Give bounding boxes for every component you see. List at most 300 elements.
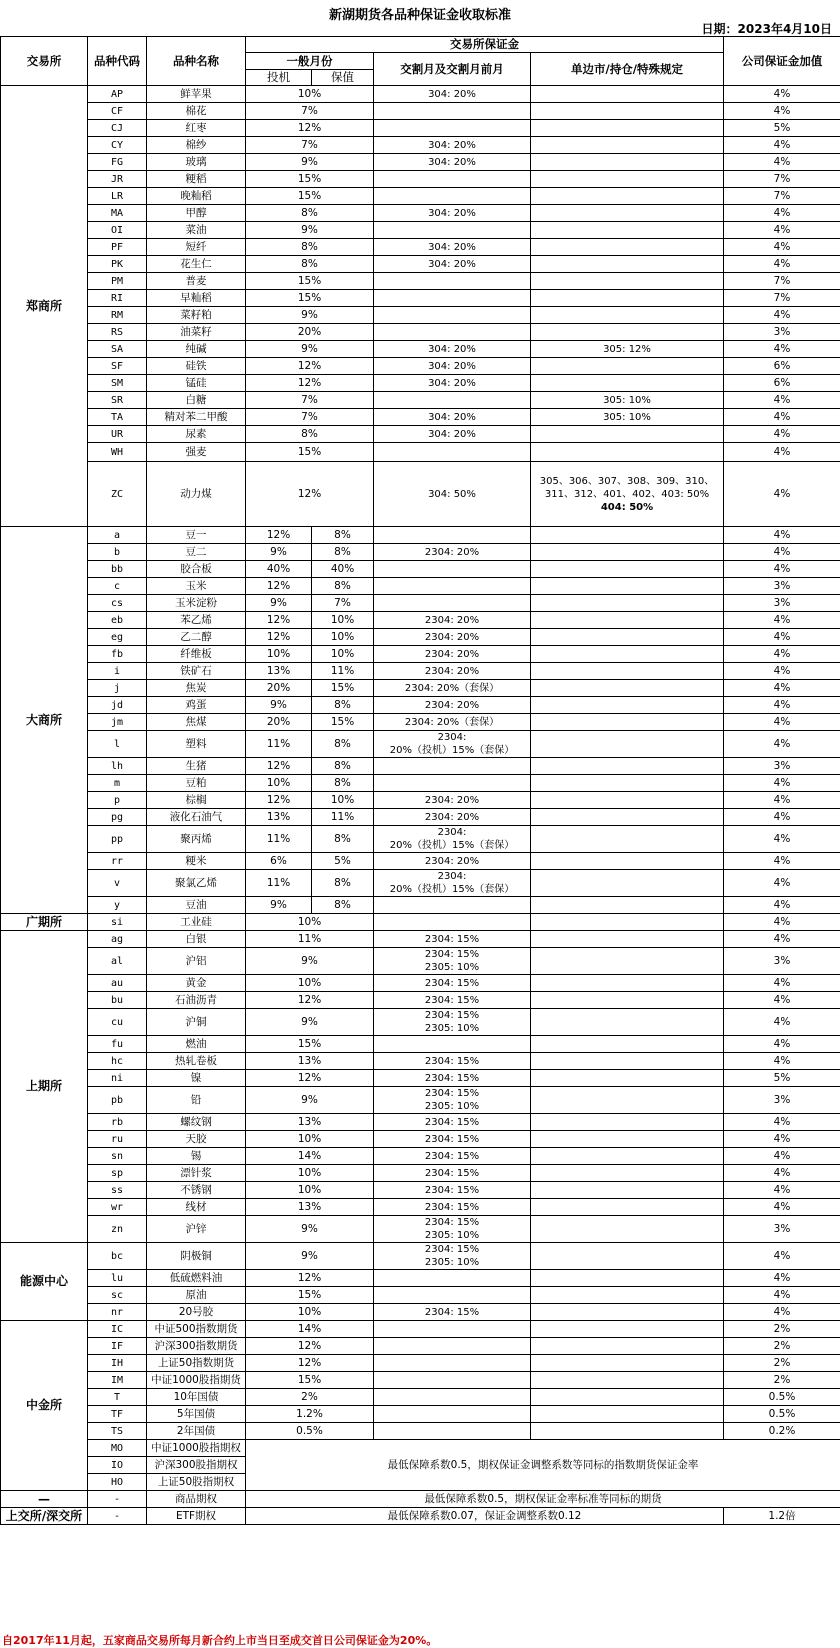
spec-margin: 15% xyxy=(246,273,374,290)
product-code: l xyxy=(88,731,147,758)
product-code: PK xyxy=(88,256,147,273)
hedge-margin: 8% xyxy=(312,731,374,758)
delivery-margin xyxy=(374,103,531,120)
cell-line: 2304: xyxy=(438,732,467,743)
special-rule xyxy=(531,307,724,324)
spec-margin: 9% xyxy=(246,1087,374,1114)
product-code: PM xyxy=(88,273,147,290)
product-name: 玻璃 xyxy=(147,154,246,171)
cell-line: 2304: 15% xyxy=(425,995,479,1006)
special-rule xyxy=(531,629,724,646)
delivery-margin xyxy=(374,578,531,595)
delivery-margin xyxy=(374,205,531,222)
product-code: TS xyxy=(88,1423,147,1440)
special-rule xyxy=(531,1182,724,1199)
delivery-margin xyxy=(374,188,531,205)
table-row xyxy=(1,975,840,992)
spec-margin: 9% xyxy=(246,948,374,975)
company-add: 4% xyxy=(724,239,840,256)
cell-line: 2305: 10% xyxy=(425,1257,479,1268)
table-row xyxy=(1,86,840,103)
table-row xyxy=(1,1148,840,1165)
company-add: 4% xyxy=(724,1182,840,1199)
special-rule xyxy=(531,273,724,290)
hedge-margin: 10% xyxy=(312,612,374,629)
delivery-margin xyxy=(374,1053,531,1070)
delivery-margin xyxy=(374,826,531,853)
exchange-cell: 上期所 xyxy=(1,931,88,1243)
cell-line: 304: 20% xyxy=(428,378,476,389)
cell-line: 2305: 10% xyxy=(425,962,479,973)
special-rule xyxy=(531,1372,724,1389)
delivery-margin xyxy=(374,914,531,931)
table-row xyxy=(1,663,840,680)
cell-line: 2304: 15% xyxy=(425,1244,479,1255)
cell-line: 304: 20% xyxy=(428,242,476,253)
product-code: al xyxy=(88,948,147,975)
delivery-margin xyxy=(374,1270,531,1287)
cell-line: 2304: 15% xyxy=(425,1168,479,1179)
spec-margin: 13% xyxy=(246,663,312,680)
product-code: FG xyxy=(88,154,147,171)
company-add: 4% xyxy=(724,1304,840,1321)
product-code: HO xyxy=(88,1474,147,1491)
product-code: ni xyxy=(88,1070,147,1087)
spec-margin: 7% xyxy=(246,137,374,154)
product-code: cu xyxy=(88,1009,147,1036)
table-row xyxy=(1,775,840,792)
special-rule xyxy=(531,714,724,731)
company-add: 4% xyxy=(724,809,840,826)
delivery-margin xyxy=(374,154,531,171)
special-rule xyxy=(531,1270,724,1287)
spec-margin: 15% xyxy=(246,290,374,307)
special-rule xyxy=(531,239,724,256)
delivery-margin xyxy=(374,462,531,527)
table-row xyxy=(1,1182,840,1199)
delivery-margin xyxy=(374,1287,531,1304)
delivery-margin xyxy=(374,443,531,462)
company-add: 4% xyxy=(724,341,840,358)
table-row xyxy=(1,697,840,714)
spec-margin: 12% xyxy=(246,1070,374,1087)
hedge-margin: 5% xyxy=(312,853,374,870)
table-row xyxy=(1,544,840,561)
special-rule xyxy=(531,188,724,205)
product-name: 白银 xyxy=(147,931,246,948)
delivery-margin xyxy=(374,290,531,307)
margin-note: 最低保障系数0.07，保证金调整系数0.12 xyxy=(246,1508,724,1525)
product-code: au xyxy=(88,975,147,992)
product-code: sc xyxy=(88,1287,147,1304)
delivery-margin xyxy=(374,931,531,948)
special-rule xyxy=(531,975,724,992)
product-name: 阴极铜 xyxy=(147,1243,246,1270)
product-name: 苯乙烯 xyxy=(147,612,246,629)
table-row xyxy=(1,239,840,256)
product-name: 乙二醇 xyxy=(147,629,246,646)
product-code: jm xyxy=(88,714,147,731)
delivery-margin xyxy=(374,595,531,612)
special-rule xyxy=(531,853,724,870)
margin-note: 最低保障系数0.5，期权保证金率标准等同标的期货 xyxy=(246,1491,840,1508)
hedge-margin: 8% xyxy=(312,897,374,914)
spec-margin: 8% xyxy=(246,239,374,256)
exchange-cell: 上交所/深交所 xyxy=(1,1508,88,1525)
spec-margin: 10% xyxy=(246,1182,374,1199)
table-row xyxy=(1,1199,840,1216)
product-code: IO xyxy=(88,1457,147,1474)
company-add: 4% xyxy=(724,697,840,714)
header-spec: 投机 xyxy=(246,70,312,86)
special-rule xyxy=(531,1389,724,1406)
table-row xyxy=(1,1440,840,1457)
product-name: 棉纱 xyxy=(147,137,246,154)
product-name: 早籼稻 xyxy=(147,290,246,307)
cell-line: 304: 20% xyxy=(428,429,476,440)
cell-line: 311、312、401、402、403: 50% xyxy=(545,489,709,500)
special-rule xyxy=(531,205,724,222)
company-add: 3% xyxy=(724,948,840,975)
product-name: 豆油 xyxy=(147,897,246,914)
product-name: 玉米淀粉 xyxy=(147,595,246,612)
delivery-margin xyxy=(374,1182,531,1199)
product-code: v xyxy=(88,870,147,897)
product-name: 5年国债 xyxy=(147,1406,246,1423)
special-rule xyxy=(531,948,724,975)
product-code: rr xyxy=(88,853,147,870)
spec-margin: 7% xyxy=(246,409,374,426)
product-code: bu xyxy=(88,992,147,1009)
product-code: j xyxy=(88,680,147,697)
product-code: cs xyxy=(88,595,147,612)
product-code: wr xyxy=(88,1199,147,1216)
cell-line: 304: 20% xyxy=(428,361,476,372)
spec-margin: 20% xyxy=(246,680,312,697)
product-name: 豆二 xyxy=(147,544,246,561)
product-name: 沪铝 xyxy=(147,948,246,975)
exchange-cell: 中金所 xyxy=(1,1321,88,1491)
special-rule xyxy=(531,1321,724,1338)
special-rule xyxy=(531,1304,724,1321)
cell-line: 2304: 20% xyxy=(425,666,479,677)
cell-line: 2304: 20% xyxy=(425,615,479,626)
delivery-margin xyxy=(374,714,531,731)
company-add: 4% xyxy=(724,137,840,154)
product-code: eg xyxy=(88,629,147,646)
cell-line: 20%（投机）15%（套保） xyxy=(390,745,514,756)
product-name: 锡 xyxy=(147,1148,246,1165)
special-rule xyxy=(531,792,724,809)
spec-margin: 12% xyxy=(246,375,374,392)
table-row xyxy=(1,375,840,392)
exchange-cell: — xyxy=(1,1491,88,1508)
spec-margin: 10% xyxy=(246,914,374,931)
product-code: IC xyxy=(88,1321,147,1338)
company-add: 3% xyxy=(724,578,840,595)
product-code: IF xyxy=(88,1338,147,1355)
company-add: 4% xyxy=(724,1131,840,1148)
product-code: LR xyxy=(88,188,147,205)
delivery-margin xyxy=(374,853,531,870)
spec-margin: 12% xyxy=(246,462,374,527)
product-name: 2年国债 xyxy=(147,1423,246,1440)
company-add: 4% xyxy=(724,931,840,948)
table-row xyxy=(1,792,840,809)
cell-line: 2304: 20% xyxy=(425,812,479,823)
company-add: 4% xyxy=(724,1114,840,1131)
product-code: i xyxy=(88,663,147,680)
product-name: 石油沥青 xyxy=(147,992,246,1009)
product-name: 动力煤 xyxy=(147,462,246,527)
product-name: 沪深300指数期货 xyxy=(147,1338,246,1355)
company-add: 4% xyxy=(724,205,840,222)
hedge-margin: 15% xyxy=(312,680,374,697)
special-rule xyxy=(531,775,724,792)
spec-margin: 10% xyxy=(246,1131,374,1148)
product-name: 聚氯乙烯 xyxy=(147,870,246,897)
table-row xyxy=(1,680,840,697)
product-code: SA xyxy=(88,341,147,358)
product-name: 棉花 xyxy=(147,103,246,120)
spec-margin: 15% xyxy=(246,1372,374,1389)
delivery-margin xyxy=(374,222,531,239)
table-row xyxy=(1,853,840,870)
product-name: 玉米 xyxy=(147,578,246,595)
special-rule xyxy=(531,409,724,426)
product-code: c xyxy=(88,578,147,595)
table-row xyxy=(1,409,840,426)
delivery-margin xyxy=(374,1216,531,1243)
header-company-add: 公司保证金加值 xyxy=(724,37,840,86)
spec-margin: 9% xyxy=(246,544,312,561)
special-rule xyxy=(531,1423,724,1440)
product-code: pg xyxy=(88,809,147,826)
cell-line: 2305: 10% xyxy=(425,1023,479,1034)
special-rule xyxy=(531,1406,724,1423)
company-add: 4% xyxy=(724,561,840,578)
company-add: 4% xyxy=(724,992,840,1009)
product-code: - xyxy=(88,1491,147,1508)
spec-margin: 13% xyxy=(246,809,312,826)
company-add: 7% xyxy=(724,290,840,307)
spec-margin: 12% xyxy=(246,1338,374,1355)
spec-margin: 0.5% xyxy=(246,1423,374,1440)
product-name: 甲醇 xyxy=(147,205,246,222)
cell-line: 2304: 15% xyxy=(425,1088,479,1099)
table-row xyxy=(1,392,840,409)
product-code: IH xyxy=(88,1355,147,1372)
special-rule xyxy=(531,171,724,188)
product-name: 棕榈 xyxy=(147,792,246,809)
company-add: 0.5% xyxy=(724,1406,840,1423)
product-code: SR xyxy=(88,392,147,409)
special-rule xyxy=(531,561,724,578)
product-code: CJ xyxy=(88,120,147,137)
special-rule xyxy=(531,595,724,612)
cell-line: 2304: 15% xyxy=(425,1151,479,1162)
product-name: 豆粕 xyxy=(147,775,246,792)
company-add: 7% xyxy=(724,273,840,290)
product-code: hc xyxy=(88,1053,147,1070)
spec-margin: 7% xyxy=(246,103,374,120)
company-add: 4% xyxy=(724,1287,840,1304)
special-rule xyxy=(531,931,724,948)
product-code: T xyxy=(88,1389,147,1406)
delivery-margin xyxy=(374,341,531,358)
header-special: 单边市/持仓/特殊规定 xyxy=(531,53,724,86)
product-code: JR xyxy=(88,171,147,188)
product-code: jd xyxy=(88,697,147,714)
company-add: 4% xyxy=(724,826,840,853)
spec-margin: 13% xyxy=(246,1199,374,1216)
special-rule xyxy=(531,1243,724,1270)
cell-line: 304: 20% xyxy=(428,259,476,270)
table-row xyxy=(1,1053,840,1070)
table-row xyxy=(1,1355,840,1372)
spec-margin: 15% xyxy=(246,1036,374,1053)
delivery-margin xyxy=(374,1321,531,1338)
product-code: m xyxy=(88,775,147,792)
table-row xyxy=(1,324,840,341)
hedge-margin: 8% xyxy=(312,826,374,853)
delivery-margin xyxy=(374,426,531,443)
table-row xyxy=(1,1338,840,1355)
special-rule xyxy=(531,1070,724,1087)
table-row xyxy=(1,809,840,826)
company-add: 4% xyxy=(724,853,840,870)
company-add: 4% xyxy=(724,426,840,443)
delivery-margin xyxy=(374,1423,531,1440)
table-row xyxy=(1,205,840,222)
footer-note: 自2017年11月起，五家商品交易所每月新合约上市当日至成交首日公司保证金为20%。 xyxy=(2,1632,437,1648)
special-rule xyxy=(531,992,724,1009)
cell-line: 304: 20% xyxy=(428,140,476,151)
company-add: 0.5% xyxy=(724,1389,840,1406)
product-name: 低硫燃料油 xyxy=(147,1270,246,1287)
spec-margin: 9% xyxy=(246,222,374,239)
table-row xyxy=(1,171,840,188)
product-name: 中证1000股指期货 xyxy=(147,1372,246,1389)
product-name: 20号胶 xyxy=(147,1304,246,1321)
delivery-margin xyxy=(374,1372,531,1389)
product-code: ss xyxy=(88,1182,147,1199)
spec-margin: 7% xyxy=(246,392,374,409)
company-add: 4% xyxy=(724,462,840,527)
company-add: 4% xyxy=(724,897,840,914)
special-rule xyxy=(531,1087,724,1114)
spec-margin: 12% xyxy=(246,527,312,544)
header-exchange-margin: 交易所保证金 xyxy=(246,37,724,53)
product-name: 沪锌 xyxy=(147,1216,246,1243)
table-row xyxy=(1,948,840,975)
product-name: 沪铜 xyxy=(147,1009,246,1036)
special-rule xyxy=(531,826,724,853)
table-row xyxy=(1,358,840,375)
cell-line: 2304: 15% xyxy=(425,1010,479,1021)
spec-margin: 10% xyxy=(246,86,374,103)
special-rule xyxy=(531,120,724,137)
spec-margin: 9% xyxy=(246,595,312,612)
spec-margin: 12% xyxy=(246,358,374,375)
cell-line: 2304: 15% xyxy=(425,1073,479,1084)
company-add: 6% xyxy=(724,375,840,392)
exchange-cell: 广期所 xyxy=(1,914,88,931)
spec-margin: 13% xyxy=(246,1114,374,1131)
delivery-margin xyxy=(374,870,531,897)
special-rule xyxy=(531,358,724,375)
hedge-margin: 7% xyxy=(312,595,374,612)
delivery-margin xyxy=(374,1070,531,1087)
cell-line: 305: 12% xyxy=(603,344,651,355)
company-add: 4% xyxy=(724,731,840,758)
product-name: 纯碱 xyxy=(147,341,246,358)
company-add: 3% xyxy=(724,324,840,341)
product-code: ag xyxy=(88,931,147,948)
table-row xyxy=(1,561,840,578)
company-add: 2% xyxy=(724,1372,840,1389)
spec-margin: 8% xyxy=(246,426,374,443)
table-row xyxy=(1,826,840,853)
table-row xyxy=(1,870,840,897)
delivery-margin xyxy=(374,1243,531,1270)
table-row xyxy=(1,1009,840,1036)
company-add: 4% xyxy=(724,256,840,273)
table-row xyxy=(1,1131,840,1148)
company-add: 4% xyxy=(724,1148,840,1165)
cell-line: 2305: 10% xyxy=(425,1230,479,1241)
special-rule xyxy=(531,1148,724,1165)
company-add: 5% xyxy=(724,120,840,137)
product-name: 红枣 xyxy=(147,120,246,137)
special-rule xyxy=(531,443,724,462)
product-name: 沪深300股指期权 xyxy=(147,1457,246,1474)
spec-margin: 14% xyxy=(246,1148,374,1165)
product-code: SM xyxy=(88,375,147,392)
spec-margin: 12% xyxy=(246,612,312,629)
product-name: 不锈钢 xyxy=(147,1182,246,1199)
cell-line: 2305: 10% xyxy=(425,1101,479,1112)
delivery-margin xyxy=(374,86,531,103)
special-rule xyxy=(531,663,724,680)
table-row xyxy=(1,1243,840,1270)
special-rule xyxy=(531,103,724,120)
product-name: 螺纹钢 xyxy=(147,1114,246,1131)
company-add: 4% xyxy=(724,629,840,646)
delivery-margin xyxy=(374,775,531,792)
delivery-margin xyxy=(374,697,531,714)
spec-margin: 15% xyxy=(246,443,374,462)
cell-line: 2304: 20%（套保） xyxy=(405,717,499,728)
table-row xyxy=(1,612,840,629)
header-delivery: 交割月及交割月前月 xyxy=(374,53,531,86)
product-name: 生猪 xyxy=(147,758,246,775)
table-row xyxy=(1,731,840,758)
company-add: 3% xyxy=(724,1216,840,1243)
table-row xyxy=(1,1036,840,1053)
cell-line: 304: 20% xyxy=(428,157,476,168)
spec-margin: 10% xyxy=(246,775,312,792)
delivery-margin xyxy=(374,409,531,426)
cell-line: 20%（投机）15%（套保） xyxy=(390,884,514,895)
product-name: 液化石油气 xyxy=(147,809,246,826)
table-row xyxy=(1,527,840,544)
product-name: 燃油 xyxy=(147,1036,246,1053)
spec-margin: 12% xyxy=(246,629,312,646)
table-row xyxy=(1,188,840,205)
cell-line: 20%（投机）15%（套保） xyxy=(390,840,514,851)
company-add: 7% xyxy=(724,188,840,205)
